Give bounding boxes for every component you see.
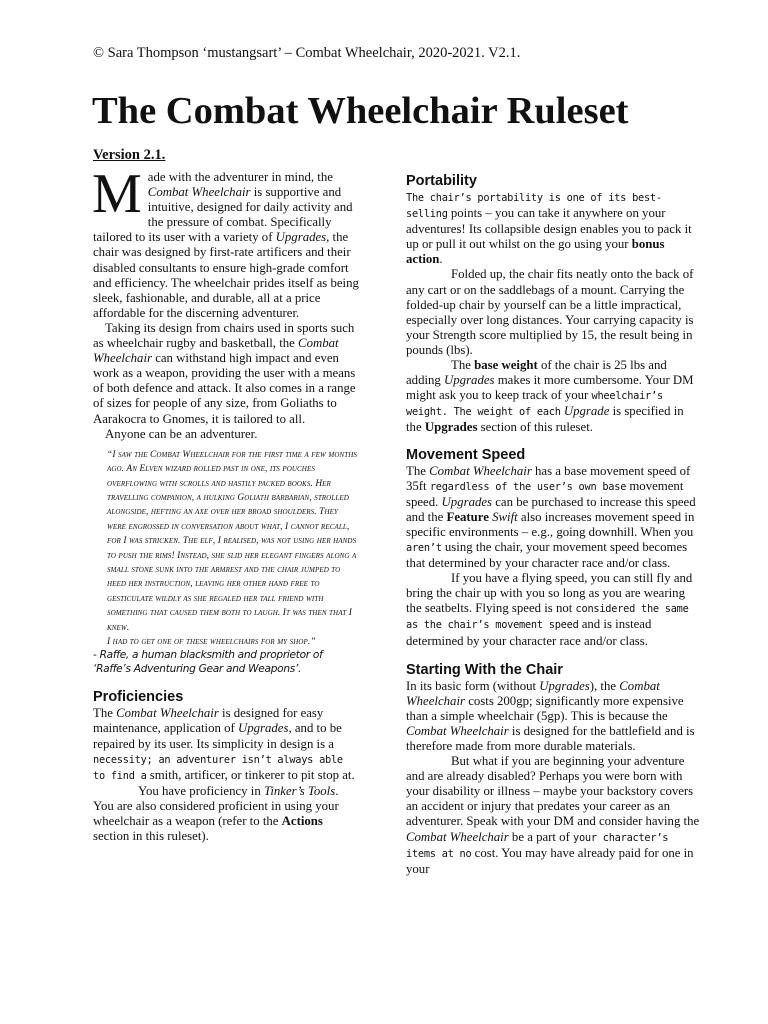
text-run: Upgrades [539, 678, 590, 693]
text-run: But what if you are beginning your adventure and are already disabled? Perhaps you were born with your disability or illness – maybe your backstory covers an accident or injury that predates your career as an adventurer. Speak with your DM and consider having the [406, 754, 700, 829]
text-run: section of this ruleset. [477, 420, 593, 435]
right-column [406, 172, 702, 877]
text-run: base weight [474, 358, 538, 373]
text-run: also increases movement speed in specific environments – e.g., going downhill. When you [406, 509, 695, 539]
text-run: Combat Wheelchair [93, 336, 339, 366]
text-run: section in this ruleset). [93, 829, 209, 844]
text-run: In its basic form (without [406, 678, 540, 693]
text-run: wheelchair’s weight. The weight of each [406, 390, 663, 419]
text-run: is designed for the battlefield and is therefore made from more durable materials. [406, 723, 695, 753]
text-run: . You are also considered proficient in using your wheelchair as a weapon (refer to the [93, 783, 339, 829]
portability-paragraph-1 [406, 190, 702, 267]
text-run: Swift [492, 509, 518, 524]
portability-heading: Portability [406, 173, 477, 189]
text-run: Actions [281, 814, 323, 829]
drop-cap: M [92, 163, 142, 225]
left-column [92, 163, 359, 844]
portability-paragraph-2: Folded up, the chair fits neatly onto the back of any cart or on the saddlebags of a mount. Carrying the folded-up chair by yourself can be a little impractical, especially over long distances. Your carrying capacity is your Strength score multiplied by 15, the result being in pounds (lbs). [406, 267, 694, 357]
text-run: costs 200gp; significantly more expensive than a simple wheelchair (5gp). This is because the [406, 693, 684, 723]
proficiencies-paragraph-1 [93, 706, 359, 783]
text-run: can withstand high impact and even work as a weapon, providing the user with a means of both defence and attack. It also comes in a range of sizes for people of any size, from Goliaths to Aarakocra to Gnomes, it is tailored to all. [93, 351, 356, 426]
intro-paragraph-2 [93, 321, 359, 427]
text-run: bonus action [406, 237, 665, 267]
version-label: Version 2.1. [93, 147, 166, 163]
starting-paragraph-1 [406, 679, 702, 754]
text-run: Combat Wheelchair [406, 678, 660, 708]
text-run: smith, artificer, or tinkerer to pit stop at. [146, 767, 355, 782]
text-run: Combat Wheelchair [147, 185, 251, 200]
text-run: is supportive and intuitive, designed for daily activity and the pressure of combat. Specifically tailored to its user with a variety of [93, 185, 353, 245]
text-run: Upgrades [237, 721, 289, 736]
text-run: , and to be repaired by its user. Its simplicity in design is a [93, 721, 342, 751]
quote-attribution: - Raffe, a human blacksmith and proprietor of ‘Raffe’s Adventuring Gear and Weapons’. [93, 649, 323, 675]
text-run: aren’t [406, 541, 442, 554]
text-run: Tinker’s Tools [263, 783, 336, 798]
text-run: Combat Wheelchair [406, 723, 509, 738]
text-run: Upgrade [563, 404, 610, 419]
text-run: considered the same as the chair’s movement speed [406, 603, 689, 632]
movement-speed-heading: Movement Speed [406, 446, 526, 463]
quote-text: “I saw the Combat Wheelchair for the first time a few months ago. An Elven wizard rolled past in one, its pouches overflowing with scrolls and hastily packed books. Her travelling companion, a hulking Goliath barbarian, strolled alongside, hefting an axe over her broad shoulders. They were engrossed in conversation about what, I cannot recall, for I was stricken. The elf, I realised, was not using her hands to push the rims! Instead, she slid her elegant fingers along a small stone sunk into the armrest and the chair jumped to heed her instruction, leaving her other hand free to gesticulate wildly as she regaled her tall friend with something that caused them both to laugh. It was then that I knew. [107, 449, 358, 633]
text-run: is designed for easy maintenance, application of [93, 706, 324, 736]
text-run: be a part of [508, 829, 574, 844]
quote-text-ending: I had to get one of these wheelchairs for my shop.” [107, 636, 316, 647]
text-run: . [439, 252, 443, 267]
text-run: The [451, 358, 475, 373]
starting-paragraph-2 [406, 754, 702, 877]
text-run: The [406, 463, 430, 478]
movement-paragraph-1 [406, 464, 702, 572]
text-run: necessity; an adventurer isn’t always able to find a [93, 753, 343, 782]
text-run: is specified in the [406, 404, 684, 435]
text-run: The chair’s portability is one of its best-selling [406, 192, 662, 221]
text-run: makes it more cumbersome. Your DM might ask you to keep track of your [406, 373, 694, 403]
text-run: The [93, 706, 117, 721]
text-run: If you have a flying speed, you can still fly and bring the chair up with you so long as you are wearing the seatbelts. Flying speed is not [406, 571, 693, 616]
text-run: Feature [446, 509, 489, 524]
text-run: Upgrades [444, 373, 495, 388]
document-title: The Combat Wheelchair Ruleset [92, 90, 629, 132]
text-run: using the chair, your movement speed becomes that determined by your character race and/or class. [406, 539, 688, 571]
copyright-line: © Sara Thompson ‘mustangsart’ – Combat Wheelchair, 2020-2021. V2.1. [93, 45, 521, 61]
raffe-quote [93, 448, 359, 650]
intro-paragraph-1 [92, 163, 359, 321]
text-run: of the chair is 25 lbs and adding [406, 358, 667, 388]
text-run: Upgrades [275, 230, 327, 245]
text-run: your character’s items at no [406, 831, 669, 860]
starting-with-chair-heading: Starting With the Chair [406, 661, 563, 678]
text-run: regardless of the user’s own base [429, 480, 627, 493]
intro-paragraph-3: Anyone can be an adventurer. [105, 426, 258, 441]
text-run: can be purchased to increase this speed and the [406, 494, 696, 524]
text-run: Combat Wheelchair [116, 706, 219, 721]
text-run: has a base movement speed of 35ft [406, 463, 691, 493]
text-run: You have proficiency in [138, 783, 264, 798]
proficiencies-heading: Proficiencies [93, 689, 184, 706]
movement-paragraph-2 [406, 571, 702, 648]
text-run: Upgrades [441, 494, 493, 509]
text-run: Combat Wheelchair [429, 463, 532, 478]
text-run: ade with the adventurer in mind, the [147, 170, 333, 184]
text-run: , the chair was designed by first-rate artificers and their disabled consultants to ensure high-grade comfort and efficiency. The wheelchair prides itself as being sleek, fashionable, and durable, all at a price affordable for the discerning adventurer. [93, 230, 359, 320]
text-run: Taking its design from chairs used in sports such as wheelchair rugby and basketball, the [93, 320, 355, 351]
text-run: cost. You may have already paid for one in your [406, 845, 694, 876]
text-run: and is instead determined by your character race and/or class. [406, 617, 652, 648]
text-run: movement speed. [406, 478, 684, 509]
portability-paragraph-3 [406, 358, 702, 435]
text-run: Combat Wheelchair [406, 829, 509, 844]
proficiencies-paragraph-2 [93, 784, 359, 844]
text-run: ), the [589, 678, 620, 693]
text-run: Upgrades [424, 420, 478, 435]
text-run: points – you can take it anywhere on your adventures! Its collapsible design enables you to pack it up or pull it out whilst on the go using your [406, 206, 692, 252]
